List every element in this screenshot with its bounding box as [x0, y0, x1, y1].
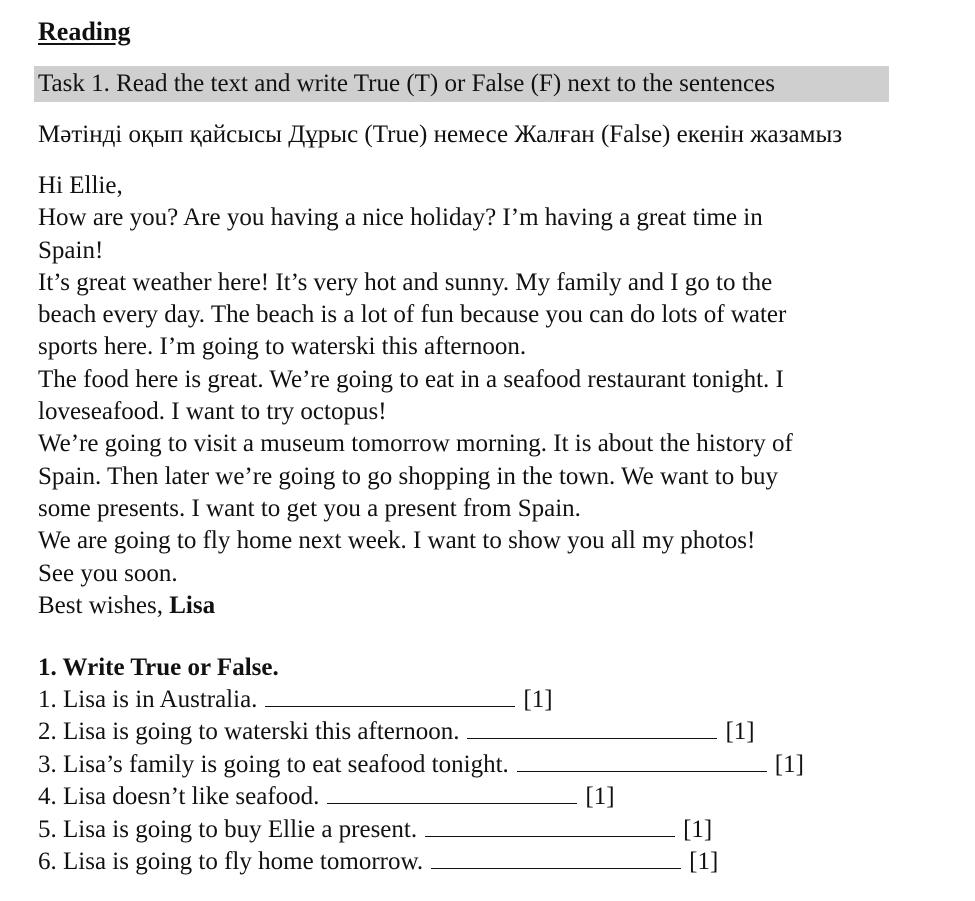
section-heading: Reading [38, 17, 131, 46]
letter-line: beach every day. The beach is a lot of fun because you can do lots of water [38, 301, 787, 329]
question-mark: [1] [683, 815, 713, 843]
answer-blank[interactable] [425, 814, 675, 837]
answer-blank[interactable] [327, 781, 577, 804]
question-row [38, 814, 938, 846]
question-mark: [1] [725, 718, 755, 746]
signoff-name: Lisa [169, 591, 216, 619]
question-row [38, 781, 938, 813]
letter-line: Hi Ellie, [38, 172, 123, 199]
task-instruction-kazakh: Мәтінді оқып қайсысы Дұрыс (True) немесе Жалған (False) екенін жазамыз [38, 121, 843, 148]
answer-blank[interactable] [431, 846, 681, 869]
question-row [38, 716, 938, 748]
questions-title: 1. Write True or False. [38, 654, 279, 681]
letter-line: The food here is great. We’re going to eat in a seafood restaurant tonight. I [38, 365, 784, 393]
question-row [38, 846, 938, 878]
question-text: 1. Lisa is in Australia. [38, 686, 258, 713]
letter-line: It’s great weather here! It’s very hot and sunny. My family and I go to the [38, 268, 773, 296]
question-text: 5. Lisa is going to buy Ellie a present. [38, 815, 418, 843]
answer-blank[interactable] [265, 684, 515, 707]
question-row [38, 684, 938, 716]
letter-text [38, 170, 938, 622]
answer-blank[interactable] [467, 716, 717, 739]
task-instruction: Task 1. Read the text and write True (T) or False (F) next to the sentences [38, 70, 775, 97]
questions-section [38, 652, 938, 878]
signoff-text: Best wishes, [38, 591, 163, 619]
letter-line: Spain! [38, 236, 104, 264]
question-text: 3. Lisa’s family is going to eat seafood tonight. [38, 750, 509, 778]
question-mark: [1] [523, 686, 553, 713]
letter-line: We are going to fly home next week. I want to show you all my photos! [38, 527, 756, 555]
letter-line: some presents. I want to get you a present from Spain. [38, 494, 581, 522]
letter-line: How are you? Are you having a nice holiday? I’m having a great time in [38, 204, 763, 232]
letter-line: Spain. Then later we’re going to go shopping in the town. We want to buy [38, 462, 779, 490]
letter-line: See you soon. [38, 559, 178, 587]
letter-signoff [38, 590, 938, 622]
question-text: 6. Lisa is going to fly home tomorrow. [38, 847, 424, 875]
question-mark: [1] [689, 847, 719, 875]
question-row [38, 749, 938, 781]
letter-line: We’re going to visit a museum tomorrow morning. It is about the history of [38, 430, 793, 458]
question-mark: [1] [774, 750, 804, 778]
question-text: 2. Lisa is going to waterski this afternoon. [38, 718, 460, 746]
question-mark: [1] [585, 783, 615, 811]
letter-line: loveseafood. I want to try octopus! [38, 398, 387, 426]
letter-line: sports here. I’m going to waterski this afternoon. [38, 333, 527, 361]
question-text: 4. Lisa doesn’t like seafood. [38, 783, 320, 811]
answer-blank[interactable] [517, 749, 767, 772]
